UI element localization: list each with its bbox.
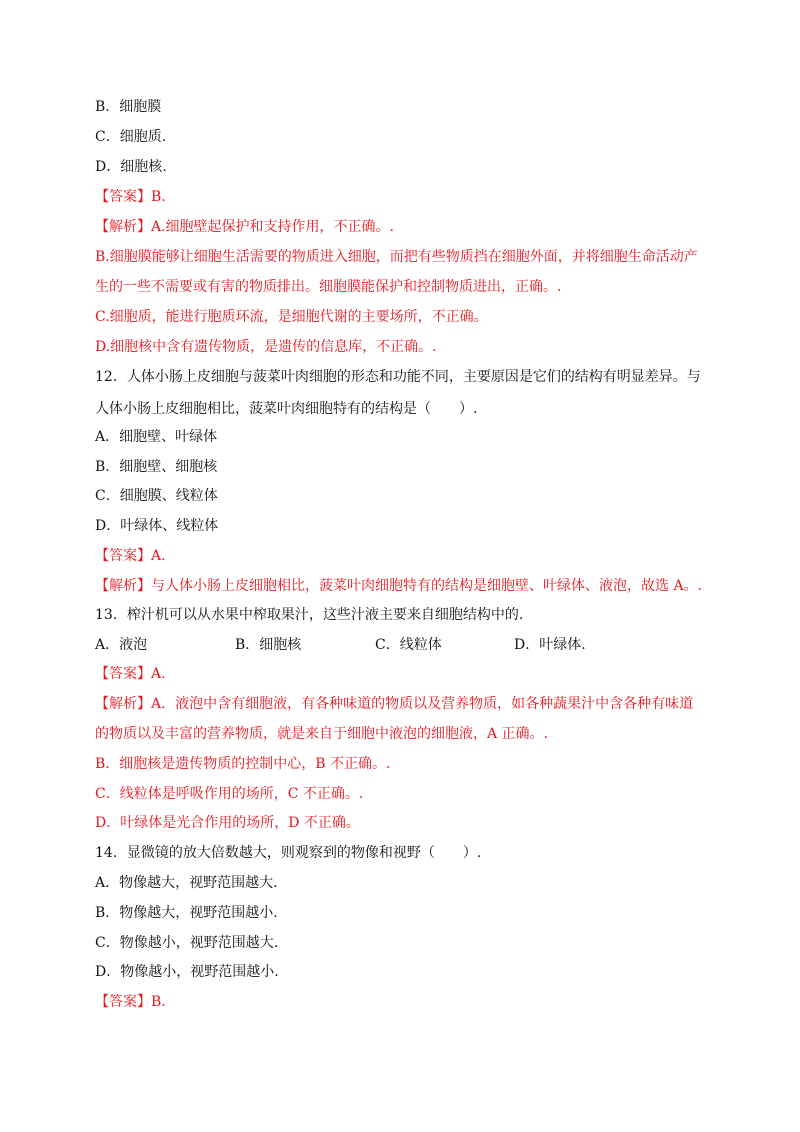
q12-analysis: 【解析】与人体小肠上皮细胞相比，菠菜叶肉细胞特有的结构是细胞壁、叶绿体、液泡，故选 A。. [95,578,703,594]
q11-answer: 【答案】B. [95,189,166,205]
q13-option-d: D．叶绿体. [514,637,586,653]
q11-option-c: C．细胞质. [95,129,167,145]
q13-option-b: B．细胞核 [235,637,302,653]
q11-analysis-c: C.细胞质，能进行胞质环流，是细胞代谢的主要场所，不正确。 [95,309,488,325]
q14-stem: 14．显微镜的放大倍数越大，则观察到的物像和视野（ ）. [95,845,482,861]
q13-stem: 13．榨汁机可以从水果中榨取果汁，这些汁液主要来自细胞结构中的. [95,607,524,623]
q12-option-d: D．叶绿体、线粒体 [95,518,219,534]
q13-analysis-line1: 【解析】A．液泡中含有细胞液，有各种味道的物质以及营养物质，如各种蔬果汁中含各种有味道 [95,696,694,712]
q14-option-b: B．物像越大，视野范围越小. [95,905,278,921]
q13-analysis-d: D．叶绿体是光合作用的场所，D 不正确。 [95,815,360,831]
q11-analysis-a: 【解析】A.细胞壁起保护和支持作用，不正确。. [95,219,395,235]
q12-answer: 【答案】A. [95,548,166,564]
q12-option-c: C．细胞膜、线粒体 [95,488,218,504]
q11-option-b: B．细胞膜 [95,99,162,115]
q13-analysis-line2: 的物质以及丰富的营养物质，就是来自于细胞中液泡的细胞液，A 正确。. [95,726,549,742]
q13-analysis-c: C．线粒体是呼吸作用的场所，C 不正确。. [95,786,364,802]
q14-option-a: A．物像越大，视野范围越大. [95,875,278,891]
q13-analysis-b: B．细胞核是遗传物质的控制中心，B 不正确。. [95,756,391,772]
q12-option-a: A．细胞壁、叶绿体 [95,429,218,445]
q11-analysis-b-line2: 生的一些不需要或有害的物质排出。细胞膜能保护和控制物质进出，正确。. [95,279,562,295]
q11-option-d: D．细胞核. [95,159,167,175]
q14-option-c: C．物像越小，视野范围越大. [95,935,279,951]
q12-stem-line2: 人体小肠上皮细胞相比，菠菜叶肉细胞特有的结构是（ ）. [95,401,478,417]
q12-stem-line1: 12．人体小肠上皮细胞与菠菜叶肉细胞的形态和功能不同，主要原因是它们的结构有明显差异。与 [95,369,701,385]
q13-option-a: A．液泡 [95,637,148,653]
q13-option-c: C．线粒体 [375,637,442,653]
q13-answer: 【答案】A. [95,666,166,682]
q11-analysis-b-line1: B.细胞膜能够让细胞生活需要的物质进入细胞，而把有些物质挡在细胞外面，并将细胞生命活动产 [95,249,698,265]
q14-option-d: D．物像越小，视野范围越小. [95,964,279,980]
q11-analysis-d: D.细胞核中含有遗传物质，是遗传的信息库，不正确。. [95,339,437,355]
q12-option-b: B．细胞壁、细胞核 [95,459,218,475]
q14-answer: 【答案】B. [95,994,166,1010]
